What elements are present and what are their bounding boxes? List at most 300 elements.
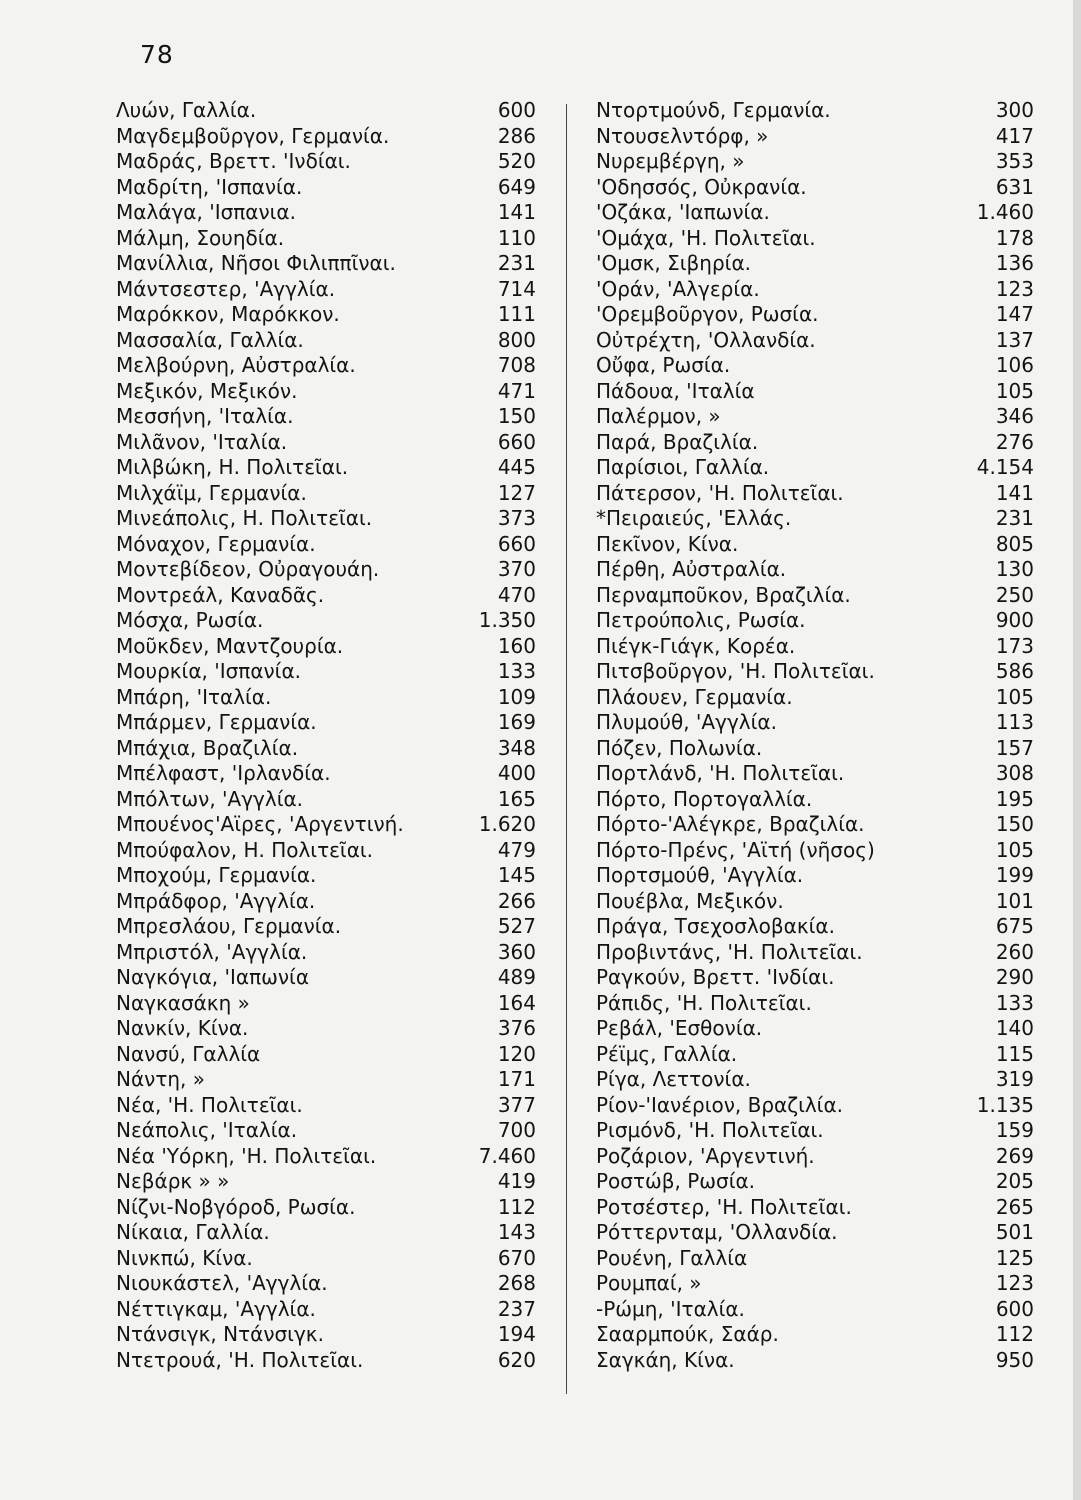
list-item <box>596 634 1034 660</box>
city-name: *Πειραιεύς, 'Ελλάς. <box>596 506 792 530</box>
population-value: 120 <box>497 1041 536 1066</box>
population-value: 133 <box>995 990 1034 1015</box>
list-item <box>596 1195 1034 1221</box>
city-name: Πράγα, Τσεχοσλοβακία. <box>596 914 835 938</box>
population-value: 147 <box>995 302 1034 326</box>
list-item <box>596 1348 1034 1374</box>
list-item <box>116 1246 536 1272</box>
population-value: 376 <box>497 1016 536 1040</box>
population-value: 348 <box>497 735 536 760</box>
list-item <box>596 404 1034 430</box>
list-item <box>596 506 1034 532</box>
list-item <box>116 557 536 583</box>
city-name: Ρόττερνταμ, 'Ολλανδία. <box>596 1220 838 1244</box>
population-value: 231 <box>497 251 536 275</box>
city-name: Μπάρη, 'Ιταλία. <box>116 684 272 709</box>
list-item <box>116 1042 536 1068</box>
population-value: 675 <box>995 914 1034 938</box>
city-name: Προβιντάνς, 'Η. Πολιτεῖαι. <box>596 939 863 964</box>
population-value: 105 <box>995 684 1034 709</box>
column-divider <box>566 104 567 1394</box>
list-item <box>116 812 536 838</box>
city-name: Ναγκασάκη » <box>116 990 250 1015</box>
list-item <box>116 1297 536 1323</box>
city-name: Ντετρουά, 'Η. Πολιτεῖαι. <box>116 1347 364 1372</box>
list-item <box>116 634 536 660</box>
list-item <box>596 1220 1034 1246</box>
city-name: Πορτσμούθ, 'Αγγλία. <box>596 863 804 887</box>
population-value: 194 <box>497 1322 536 1346</box>
list-item <box>116 1220 536 1246</box>
population-value: 377 <box>497 1092 536 1117</box>
city-name: 'Ομσκ, Σιβηρία. <box>596 251 751 275</box>
list-item <box>596 251 1034 277</box>
population-value: 101 <box>995 888 1034 913</box>
city-name: Μπρεσλάου, Γερμανία. <box>116 914 342 938</box>
population-value: 145 <box>497 863 536 887</box>
city-name: Πορτλάνδ, 'Η. Πολιτεῖαι. <box>596 761 845 785</box>
city-name: Παρά, Βραζιλία. <box>596 429 759 454</box>
list-item <box>116 404 536 430</box>
population-value: 150 <box>497 404 536 428</box>
list-item <box>596 1118 1034 1144</box>
city-name: Πλυμούθ, 'Αγγλία. <box>596 710 777 734</box>
city-name: Πάτερσον, 'Η. Πολιτεῖαι. <box>596 480 844 505</box>
list-item <box>596 481 1034 507</box>
population-value: 195 <box>995 786 1034 811</box>
population-value: 308 <box>995 761 1034 785</box>
city-name: Μάντσεστερ, 'Αγγλία. <box>116 276 336 301</box>
list-item <box>596 455 1034 481</box>
list-item <box>596 710 1034 736</box>
population-value: 649 <box>497 174 536 199</box>
population-value: 105 <box>995 837 1034 862</box>
population-value: 417 <box>995 123 1034 148</box>
list-item <box>116 991 536 1017</box>
city-name: Πλάουεν, Γερμανία. <box>596 684 793 709</box>
city-name: Νίζνι-Νοβγόροδ, Ρωσία. <box>116 1194 356 1219</box>
list-item <box>116 710 536 736</box>
page-number: 78 <box>140 40 174 69</box>
list-item <box>596 787 1034 813</box>
city-name: Μιλβώκη, Η. Πολιτεῖαι. <box>116 455 349 479</box>
list-item <box>596 1016 1034 1042</box>
list-item <box>116 226 536 252</box>
city-name: Πόρτο, Πορτογαλλία. <box>596 786 813 811</box>
city-name: Πιτσβοῦργον, 'Η. Πολιτεῖαι. <box>596 659 875 683</box>
list-item <box>596 175 1034 201</box>
population-value: 445 <box>497 455 536 479</box>
list-item <box>596 940 1034 966</box>
population-value: 205 <box>995 1169 1034 1193</box>
population-value: 950 <box>995 1347 1034 1372</box>
city-name: Ναγκόγια, 'Ιαπωνία <box>116 965 309 989</box>
list-item <box>116 1118 536 1144</box>
list-item <box>116 1093 536 1119</box>
list-item <box>596 302 1034 328</box>
population-value: 113 <box>995 710 1034 734</box>
city-name: Μόσχα, Ρωσία. <box>116 608 264 632</box>
list-item <box>116 328 536 354</box>
population-value: 127 <box>497 480 536 505</box>
city-name: 'Οζάκα, 'Ιαπωνία. <box>596 200 770 224</box>
city-name: Πέρθη, Αὐστραλία. <box>596 557 787 581</box>
city-name: Πόζεν, Πολωνία. <box>596 735 763 760</box>
population-value: 250 <box>995 582 1034 607</box>
population-value: 140 <box>995 1016 1034 1040</box>
population-value: 136 <box>995 251 1034 275</box>
list-item <box>116 940 536 966</box>
list-item <box>116 1322 536 1348</box>
city-name: Νίκαια, Γαλλία. <box>116 1220 270 1244</box>
population-value: 470 <box>497 582 536 607</box>
list-item <box>596 532 1034 558</box>
city-name: Παλέρμον, » <box>596 404 721 428</box>
city-name: Ρισμόνδ, 'Η. Πολιτεῖαι. <box>596 1118 824 1142</box>
population-value: 178 <box>995 225 1034 250</box>
city-name: Μασσαλία, Γαλλία. <box>116 327 304 352</box>
list-item <box>116 506 536 532</box>
city-name: Μοῦκδεν, Μαντζουρία. <box>116 633 344 658</box>
city-name: Μπέλφαστ, 'Ιρλανδία. <box>116 761 331 785</box>
city-name: Ρεβάλ, 'Εσθονία. <box>596 1016 763 1040</box>
list-item <box>596 328 1034 354</box>
population-value: 105 <box>995 378 1034 403</box>
right-column <box>596 98 1034 1373</box>
population-value: 123 <box>995 1271 1034 1295</box>
city-name: Ραγκούν, Βρεττ. 'Ινδίαι. <box>596 965 835 989</box>
population-value: 260 <box>995 939 1034 964</box>
city-name: 'Οδησσός, Οὐκρανία. <box>596 174 807 199</box>
list-item <box>596 200 1034 226</box>
city-name: Μαδράς, Βρεττ. 'Ινδίαι. <box>116 149 351 173</box>
list-item <box>596 659 1034 685</box>
city-name: Σααρμπούκ, Σαάρ. <box>596 1322 779 1346</box>
city-name: Νέα 'Υόρκη, 'Η. Πολιτεῖαι. <box>116 1143 377 1168</box>
population-value: 660 <box>497 531 536 556</box>
population-value: 373 <box>497 506 536 530</box>
list-item <box>116 583 536 609</box>
list-item <box>596 1297 1034 1323</box>
list-item <box>596 98 1034 124</box>
population-value: 489 <box>497 965 536 989</box>
population-value: 143 <box>497 1220 536 1244</box>
city-name: Λυών, Γαλλία. <box>116 98 257 122</box>
city-name: Νινκπώ, Κίνα. <box>116 1245 253 1270</box>
city-name: Περναμποῦκον, Βραζιλία. <box>596 582 851 607</box>
population-value: 1.350 <box>478 608 536 632</box>
population-value: 199 <box>995 863 1034 887</box>
list-item <box>116 889 536 915</box>
city-name: 'Ομάχα, 'Η. Πολιτεῖαι. <box>596 225 816 250</box>
city-name: Ροζάριον, 'Αργεντινή. <box>596 1143 815 1168</box>
city-name: Νέα, 'Η. Πολιτεῖαι. <box>116 1092 303 1117</box>
city-name: Μουρκία, 'Ισπανία. <box>116 659 301 683</box>
population-value: 353 <box>995 149 1034 173</box>
list-item <box>596 430 1034 456</box>
city-name: Πιέγκ-Γιάγκ, Κορέα. <box>596 633 796 658</box>
list-item <box>596 277 1034 303</box>
list-item <box>116 685 536 711</box>
city-name: Μπριστόλ, 'Αγγλία. <box>116 939 308 964</box>
population-value: 501 <box>995 1220 1034 1244</box>
population-value: 173 <box>995 633 1034 658</box>
population-value: 286 <box>497 123 536 148</box>
city-name: Ρέϊμς, Γαλλία. <box>596 1041 738 1066</box>
population-value: 660 <box>497 429 536 454</box>
population-value: 290 <box>995 965 1034 989</box>
city-name: 'Ορεμβοῦργον, Ρωσία. <box>596 302 819 326</box>
list-item <box>596 353 1034 379</box>
list-item <box>116 1195 536 1221</box>
city-name: Πουέβλα, Μεξικόν. <box>596 888 784 913</box>
city-name: Μαγδεμβοῦργον, Γερμανία. <box>116 123 390 148</box>
population-value: 266 <box>497 888 536 913</box>
list-item <box>596 226 1034 252</box>
list-item <box>596 557 1034 583</box>
population-value: 370 <box>497 557 536 581</box>
population-value: 471 <box>497 378 536 403</box>
city-name: Πάδουα, 'Ιταλία <box>596 378 755 403</box>
city-name: Νέττιγκαμ, 'Αγγλία. <box>116 1296 316 1321</box>
city-name: Νάντη, » <box>116 1067 205 1091</box>
population-value: 130 <box>995 557 1034 581</box>
list-item <box>596 608 1034 634</box>
population-value: 165 <box>497 786 536 811</box>
city-name: Ρίγα, Λεττονία. <box>596 1067 751 1091</box>
population-value: 110 <box>497 225 536 250</box>
city-name: Οὐτρέχτη, 'Ολλανδία. <box>596 327 816 352</box>
list-item <box>596 1246 1034 1272</box>
list-item <box>116 430 536 456</box>
list-item <box>596 761 1034 787</box>
list-item <box>596 1169 1034 1195</box>
city-name: -Ρώμη, 'Ιταλία. <box>596 1296 745 1321</box>
list-item <box>116 1348 536 1374</box>
city-name: Ντορτμούνδ, Γερμανία. <box>596 98 831 122</box>
population-value: 520 <box>497 149 536 173</box>
population-value: 150 <box>995 812 1034 836</box>
population-value: 400 <box>497 761 536 785</box>
list-item <box>116 1067 536 1093</box>
city-name: Μαλάγα, 'Ισπανια. <box>116 200 296 224</box>
list-item <box>116 608 536 634</box>
city-name: Μάλμη, Σουηδία. <box>116 225 285 250</box>
city-name: Νεβάρκ » » <box>116 1169 230 1193</box>
population-value: 112 <box>497 1194 536 1219</box>
city-name: Ρίον-'Ιανέριον, Βραζιλία. <box>596 1092 843 1117</box>
list-item <box>596 991 1034 1017</box>
city-name: Μιλχάϊμ, Γερμανία. <box>116 480 307 505</box>
list-item <box>596 1042 1034 1068</box>
list-item <box>116 379 536 405</box>
population-value: 106 <box>995 353 1034 377</box>
population-value: 600 <box>497 98 536 122</box>
city-name: 'Οράν, 'Αλγερία. <box>596 276 760 301</box>
population-value: 708 <box>497 353 536 377</box>
population-value: 631 <box>995 174 1034 199</box>
list-item <box>116 302 536 328</box>
city-name: Μιλᾶνον, 'Ιταλία. <box>116 429 288 454</box>
population-value: 133 <box>497 659 536 683</box>
list-item <box>116 1169 536 1195</box>
population-value: 714 <box>497 276 536 301</box>
list-item <box>596 1144 1034 1170</box>
city-name: Μπούφαλον, Η. Πολιτεῖαι. <box>116 837 374 862</box>
population-value: 300 <box>995 98 1034 122</box>
list-item <box>116 481 536 507</box>
city-name: Μποχούμ, Γερμανία. <box>116 863 317 887</box>
list-item <box>116 124 536 150</box>
population-value: 157 <box>995 735 1034 760</box>
population-value: 164 <box>497 990 536 1015</box>
population-value: 600 <box>995 1296 1034 1321</box>
population-value: 231 <box>995 506 1034 530</box>
city-name: Ροτσέστερ, 'Η. Πολιτεῖαι. <box>596 1194 852 1219</box>
city-name: Μπόλτων, 'Αγγλία. <box>116 786 304 811</box>
population-value: 319 <box>995 1067 1034 1091</box>
population-value: 160 <box>497 633 536 658</box>
population-value: 125 <box>995 1245 1034 1270</box>
city-name: Παρίσιοι, Γαλλία. <box>596 455 770 479</box>
list-item <box>116 251 536 277</box>
city-name: Μεσσήνη, 'Ιταλία. <box>116 404 294 428</box>
city-name: Πετρούπολις, Ρωσία. <box>596 608 806 632</box>
population-value: 419 <box>497 1169 536 1193</box>
list-item <box>116 1271 536 1297</box>
list-item <box>596 838 1034 864</box>
list-item <box>116 98 536 124</box>
list-item <box>116 1144 536 1170</box>
left-column <box>116 98 536 1373</box>
population-value: 268 <box>497 1271 536 1295</box>
list-item <box>596 1322 1034 1348</box>
list-item <box>116 914 536 940</box>
city-name: Μπουένος'Αϊρες, 'Αργεντινή. <box>116 812 404 836</box>
list-item <box>596 149 1034 175</box>
city-name: Νυρεμβέργη, » <box>596 149 745 173</box>
list-item <box>116 659 536 685</box>
list-item <box>116 175 536 201</box>
list-item <box>596 889 1034 915</box>
population-value: 4.154 <box>976 455 1034 479</box>
population-value: 7.460 <box>478 1143 536 1168</box>
list-item <box>116 761 536 787</box>
list-item <box>116 863 536 889</box>
city-name: Μελβούρνη, Αὐστραλία. <box>116 353 356 377</box>
city-name: Οὔφα, Ρωσία. <box>596 353 731 377</box>
list-item <box>116 532 536 558</box>
population-value: 479 <box>497 837 536 862</box>
list-item <box>116 353 536 379</box>
city-name: Μόναχον, Γερμανία. <box>116 531 316 556</box>
population-value: 800 <box>497 327 536 352</box>
list-item <box>116 277 536 303</box>
city-name: Ρουμπαί, » <box>596 1271 702 1295</box>
population-value: 111 <box>497 302 536 326</box>
city-name: Μαρόκκον, Μαρόκκον. <box>116 302 340 326</box>
population-value: 900 <box>995 608 1034 632</box>
list-item <box>116 455 536 481</box>
list-item <box>596 914 1034 940</box>
population-value: 700 <box>497 1118 536 1142</box>
population-value: 586 <box>995 659 1034 683</box>
city-name: Μεξικόν, Μεξικόν. <box>116 378 298 403</box>
population-value: 237 <box>497 1296 536 1321</box>
city-name: Ρουένη, Γαλλία <box>596 1245 748 1270</box>
list-item <box>116 965 536 991</box>
list-item <box>596 124 1034 150</box>
city-name: Μπάρμεν, Γερμανία. <box>116 710 317 734</box>
city-name: Ράπιδς, 'Η. Πολιτεῖαι. <box>596 990 812 1015</box>
city-name: Σαγκάη, Κίνα. <box>596 1347 735 1372</box>
city-name: Μοντρεάλ, Καναδᾶς. <box>116 582 325 607</box>
city-name: Μπάχια, Βραζιλία. <box>116 735 299 760</box>
city-name: Ροστώβ, Ρωσία. <box>596 1169 756 1193</box>
list-item <box>596 736 1034 762</box>
population-value: 141 <box>497 200 536 224</box>
population-value: 276 <box>995 429 1034 454</box>
city-name: Ντουσελντόρφ, » <box>596 123 769 148</box>
list-item <box>116 787 536 813</box>
population-value: 115 <box>995 1041 1034 1066</box>
population-value: 360 <box>497 939 536 964</box>
list-item <box>116 838 536 864</box>
list-item <box>116 736 536 762</box>
city-name: Μπράδφορ, 'Αγγλία. <box>116 888 316 913</box>
population-value: 141 <box>995 480 1034 505</box>
city-name: Ντάνσιγκ, Ντάνσιγκ. <box>116 1322 324 1346</box>
population-value: 171 <box>497 1067 536 1091</box>
page-edge <box>1073 0 1081 1500</box>
population-value: 112 <box>995 1322 1034 1346</box>
city-name: Νανκίν, Κίνα. <box>116 1016 249 1040</box>
city-name: Πόρτο-Πρένς, 'Αϊτή (νῆσος) <box>596 837 875 862</box>
population-value: 137 <box>995 327 1034 352</box>
population-value: 1.460 <box>976 200 1034 224</box>
population-value: 265 <box>995 1194 1034 1219</box>
population-value: 1.135 <box>976 1092 1034 1117</box>
population-value: 527 <box>497 914 536 938</box>
list-item <box>116 200 536 226</box>
list-item <box>596 812 1034 838</box>
list-item <box>596 863 1034 889</box>
population-value: 269 <box>995 1143 1034 1168</box>
population-value: 109 <box>497 684 536 709</box>
city-name: Μαδρίτη, 'Ισπανία. <box>116 174 303 199</box>
city-name: Πόρτο-'Αλέγκρε, Βραζιλία. <box>596 812 865 836</box>
population-value: 620 <box>497 1347 536 1372</box>
population-value: 670 <box>497 1245 536 1270</box>
list-item <box>596 1093 1034 1119</box>
population-value: 159 <box>995 1118 1034 1142</box>
population-value: 805 <box>995 531 1034 556</box>
city-name: Νανσύ, Γαλλία <box>116 1041 261 1066</box>
list-item <box>116 1016 536 1042</box>
list-item <box>596 685 1034 711</box>
list-item <box>596 1067 1034 1093</box>
city-name: Μανίλλια, Νῆσοι Φιλιππῖναι. <box>116 251 396 275</box>
city-name: Μοντεβίδεον, Οὐραγουάη. <box>116 557 380 581</box>
list-item <box>596 965 1034 991</box>
list-item <box>596 1271 1034 1297</box>
population-value: 169 <box>497 710 536 734</box>
list-item <box>596 583 1034 609</box>
population-value: 346 <box>995 404 1034 428</box>
city-name: Πεκῖνον, Κίνα. <box>596 531 739 556</box>
list-item <box>596 379 1034 405</box>
city-name: Νιουκάστελ, 'Αγγλία. <box>116 1271 328 1295</box>
